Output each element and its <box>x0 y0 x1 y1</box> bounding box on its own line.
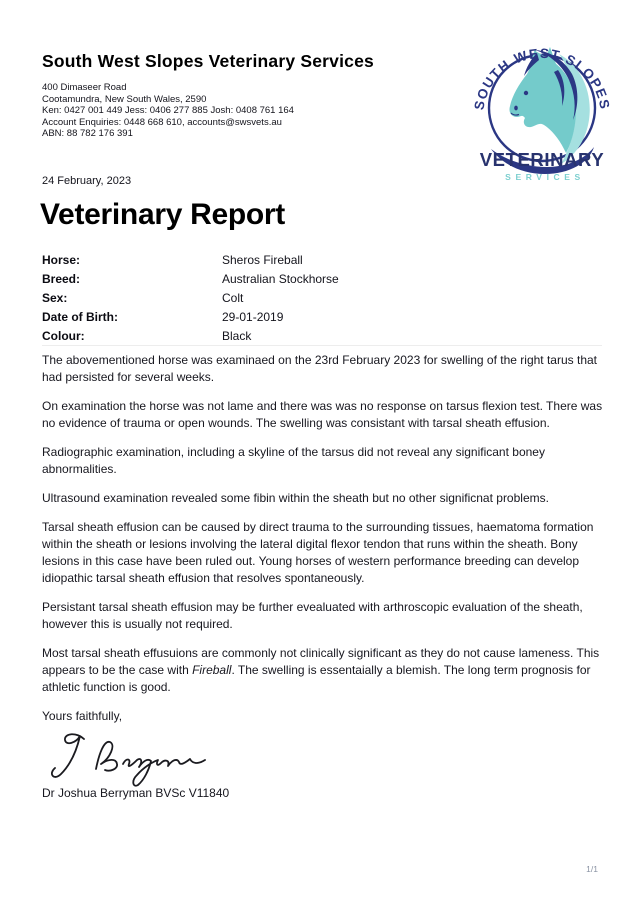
address-line: Account Enquiries: 0448 668 610, accounts@swsvets.au <box>42 116 282 128</box>
practice-logo-horse-icon <box>466 20 618 188</box>
signature-stroke <box>96 742 205 786</box>
report-paragraph: Tarsal sheath effusion can be caused by direct trauma to the surrounding tissues, haematoma formation within the sheath or lesions involving the lateral digital flexor tendon that runs within the sheath. Bony lesions in this case have been ruled out. Young horses of western performance breeding can develop idiopathic tarsal sheath effusion that resolves spontaneously. <box>42 520 594 585</box>
table-row <box>42 310 339 329</box>
horse-details-table <box>42 253 339 348</box>
report-body <box>42 352 607 737</box>
report-paragraph: On examination the horse was not lame and there was was no response on tarsus flexion test. There was no evidence of trauma or open wounds. The swelling was consistant with tarsal sheath effusion. <box>42 399 603 430</box>
report-date: 24 February, 2023 <box>42 175 132 187</box>
logo-veterinary-text: VETERINARY <box>479 149 605 170</box>
detail-value: Black <box>222 329 252 343</box>
practice-address-block <box>42 82 294 140</box>
table-row <box>42 272 339 291</box>
practice-name: South West Slopes Veterinary Services <box>42 51 374 71</box>
report-paragraph: The abovementioned horse was examinaed on the 23rd February 2023 for swelling of the right tarus that had persisted for several weeks. <box>42 353 597 384</box>
detail-value: Colt <box>222 291 244 305</box>
address-line: 400 Dimaseer Road <box>42 82 127 93</box>
page-number-indicator: 1/1 <box>586 864 598 874</box>
section-divider <box>42 345 602 346</box>
detail-value: 29-01-2019 <box>222 310 284 324</box>
logo-arc-text: SOUTH WEST SLOPES <box>471 45 613 112</box>
detail-value: Australian Stockhorse <box>222 272 339 286</box>
table-row <box>42 253 339 272</box>
horse-nostril <box>514 106 518 111</box>
detail-label: Horse: <box>42 253 81 267</box>
detail-label: Sex: <box>42 291 68 305</box>
signature-image <box>44 727 234 789</box>
report-paragraph-final <box>42 645 607 696</box>
detail-value: Sheros Fireball <box>222 253 303 267</box>
address-line: Ken: 0427 001 449 Jess: 0406 277 885 Josh: 0408 761 164 <box>42 105 294 117</box>
address-line: ABN: 88 782 176 391 <box>42 128 133 140</box>
horse-name-italic: Fireball <box>192 663 232 677</box>
table-row <box>42 291 339 310</box>
report-paragraph: Radiographic examination, including a skyline of the tarsus did not reveal any significant boney abnormalities. <box>42 445 545 476</box>
horse-eye <box>524 91 528 95</box>
signatory-name: Dr Joshua Berryman BVSc V11840 <box>42 786 230 800</box>
signature-stroke <box>52 734 84 777</box>
closing-salutation: Yours faithfully, <box>42 709 123 723</box>
address-line: Cootamundra, New South Wales, 2590 <box>42 93 207 105</box>
report-paragraph: Persistant tarsal sheath effusion may be further evealuated with arthroscopic evaluation of the sheath, however this is usually not required. <box>42 600 583 631</box>
logo-services-text: SERVICES <box>505 172 585 182</box>
detail-label: Breed: <box>42 272 81 286</box>
detail-label: Date of Birth: <box>42 310 118 324</box>
page-title: Veterinary Report <box>40 198 285 231</box>
report-paragraph: Ultrasound examination revealed some fibin within the sheath but no other significnat problems. <box>42 491 549 505</box>
final-paragraph-text: Most tarsal sheath effusuions are commonly not clinically significant as they do not cause lameness. This appears to be the case with <box>42 646 600 677</box>
detail-label: Colour: <box>42 329 85 343</box>
final-paragraph-text: . The swelling is essentaially a blemish. The long term prognosis for athletic function is good. <box>42 663 591 694</box>
